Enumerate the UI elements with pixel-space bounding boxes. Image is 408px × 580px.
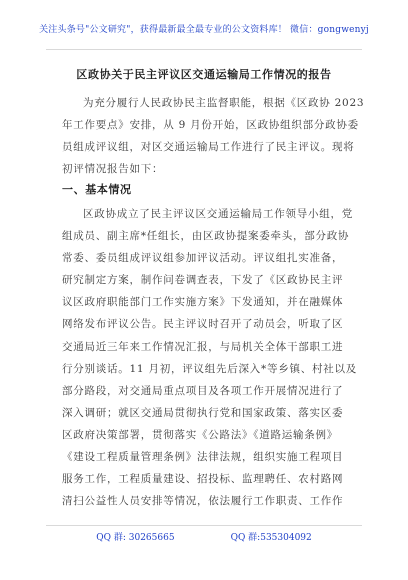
- promo-banner: 关注头条号"公文研究"，获得最新最全最专业的公文资料库！ 微信：gongwenyj: [39, 25, 369, 35]
- paragraph-line: 研究制定方案，制作问卷调查表，下发了《区政协民主评: [62, 274, 344, 287]
- qq-group-2: QQ 群:535304092: [230, 533, 312, 543]
- paragraph-line: 常委、委员组成评议组参加评议活动。评议组扎实准备，: [62, 252, 344, 265]
- paragraph-line: 员组成评议组，对区交通运输局工作进行了民主评议。现将: [62, 141, 355, 154]
- paragraph-line: 初评情况报告如下：: [62, 163, 164, 176]
- paragraph-line: 行分别谈话。11 月初，评议组先后深入*等乡镇、村社以及: [62, 362, 357, 375]
- paragraph-line: 清扫公益性人员安排等情况，依法履行工作职责、工作作: [62, 495, 344, 508]
- header-divider: [46, 49, 362, 50]
- paragraph-line: 为充分履行人民政协民主监督职能，根据《区政协 2023: [83, 97, 365, 109]
- intro-paragraph: [62, 92, 365, 180]
- paragraph-line: 区政府决策部署，贯彻落实《公路法》《道路运输条例》: [62, 428, 338, 441]
- document-title: 区政协关于民主评议区交通运输局工作情况的报告: [76, 68, 332, 81]
- paragraph-line: 交通局近三年来工作情况汇报，与局机关全体干部职工进: [62, 340, 344, 353]
- footer-contacts: [0, 530, 408, 543]
- paragraph-line: 区政协成立了民主评议区交通运输局工作领导小组，党: [83, 208, 353, 220]
- paragraph-line: 组成员、副主席*任组长，由区政协提案委牵头，部分政协: [62, 230, 350, 243]
- paragraph-line: 议区政府职能部门工作实施方案》下发通知，并在融媒体: [62, 296, 344, 309]
- paragraph-line: 服务工作，工程质量建设、招投标、监理聘任、农村路网: [62, 473, 344, 486]
- qq-group-1: QQ 群: 30265665: [96, 533, 175, 543]
- paragraph-line: 《建设工程质量管理条例》法律法规，组织实施工程项目: [62, 451, 344, 464]
- paragraph-line: 深入调研；就区交通局贯彻执行党和国家政策、落实区委: [62, 406, 344, 419]
- paragraph-line: 网络发布评议公告。民主评议时召开了动员会，听取了区: [62, 318, 344, 331]
- paragraph-line: 年工作要点》安排，从 9 月份开始，区政协组织部分政协委: [62, 119, 359, 132]
- section-heading: 一、基本情况: [62, 183, 132, 196]
- paragraph-line: 部分路段，对交通局重点项目及各项工作开展情况进行了: [62, 384, 344, 397]
- section-paragraph: [62, 203, 362, 512]
- footer-divider: [46, 525, 362, 526]
